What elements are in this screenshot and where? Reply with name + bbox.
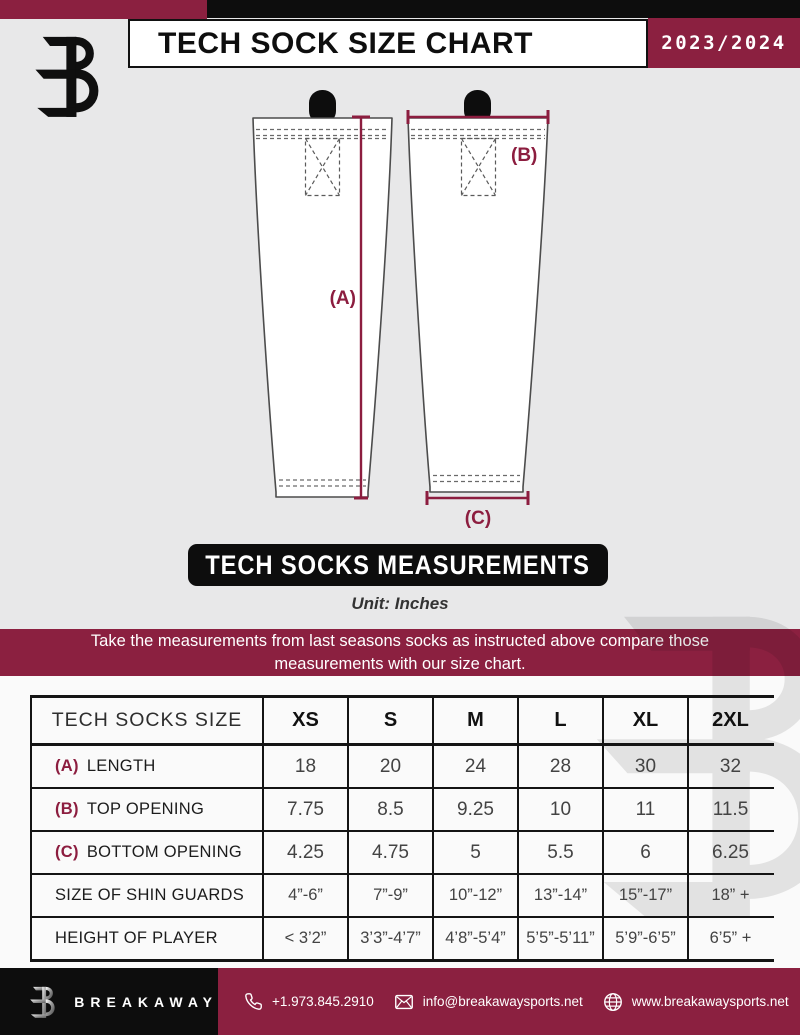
website-address: www.breakawaysports.net [631,994,789,1009]
cell: 4.75 [347,832,432,873]
cell: 15”-17” [602,875,687,916]
measurements-title: TECH SOCKS MEASUREMENTS [205,549,591,580]
envelope-icon [393,991,415,1013]
table-row [32,789,774,832]
row-label [32,875,262,916]
cell: 32 [687,746,772,787]
column-header: TECH SOCKS SIZE [51,709,243,731]
column-header: M [432,698,517,743]
cell: 24 [432,746,517,787]
cell: 5.5 [517,832,602,873]
phone-contact[interactable] [242,991,374,1013]
left-sock [253,90,392,497]
cell: < 3’2” [262,918,347,959]
row-letter: (C) [55,843,79,861]
column-header: XL [602,698,687,743]
column-header: S [347,698,432,743]
cell: 3’3”-4’7” [347,918,432,959]
email-address: info@breakawaysports.net [422,994,583,1009]
cell: 11.5 [687,789,772,830]
cell: 4”-6” [262,875,347,916]
measurements-title-banner [188,544,608,586]
footer-contacts [218,968,800,1035]
email-contact[interactable] [393,991,583,1013]
cell: 5’5”-5’11” [517,918,602,959]
table-row [32,746,774,789]
row-label-text: LENGTH [86,757,156,775]
instruction-text: Take the measurements from last seasons socks as instructed above compare those measurements with our size chart. [90,631,710,673]
page-title: TECH SOCK SIZE CHART [158,26,534,60]
cell: 4’8”-5’4” [432,918,517,959]
cell: 10 [517,789,602,830]
cell: 11 [602,789,687,830]
label-a: (A) [329,288,356,309]
cell: 10”-12” [432,875,517,916]
table-row [32,875,774,918]
cell: 4.25 [262,832,347,873]
globe-icon [602,991,624,1013]
cell: 20 [347,746,432,787]
cell: 18 [262,746,347,787]
table-header-row [32,698,774,746]
cell: 13”-14” [517,875,602,916]
footer-brand [0,968,218,1035]
cell: 18” + [687,875,772,916]
cell: 7”-9” [347,875,432,916]
column-header: L [517,698,602,743]
breakaway-b-logo-footer [26,981,61,1023]
measurement-c-annotation [427,491,528,529]
column-header: 2XL [687,698,772,743]
unit-note: Unit: Inches [351,594,449,613]
row-label-text: BOTTOM OPENING [86,843,242,861]
cell: 9.25 [432,789,517,830]
cell: 30 [602,746,687,787]
row-label [32,789,262,830]
cell: 8.5 [347,789,432,830]
label-b: (B) [511,145,538,166]
row-letter: (B) [55,800,79,818]
cell: 28 [517,746,602,787]
row-label [32,832,262,873]
column-header: XS [262,698,347,743]
row-label-text: TOP OPENING [86,800,205,818]
size-table [30,695,774,962]
table-row [32,832,774,875]
phone-icon [242,991,264,1013]
cell: 7.75 [262,789,347,830]
season-label: 2023/2024 [661,32,787,54]
cell: 5’9”-6’5” [602,918,687,959]
table-row [32,918,774,962]
cell: 6.25 [687,832,772,873]
row-label-text: HEIGHT OF PLAYER [55,929,218,947]
cell: 5 [432,832,517,873]
label-c: (C) [464,508,492,529]
website-contact[interactable] [602,991,789,1013]
cell: 6’5” + [687,918,772,959]
footer [0,968,800,1035]
row-label-text: SIZE OF SHIN GUARDS [55,886,245,904]
row-letter: (A) [55,757,79,775]
cell: 6 [602,832,687,873]
brand-name: BREAKAWAY [74,993,218,1010]
phone-number: +1.973.845.2910 [272,994,374,1009]
row-label [32,918,262,959]
row-label [32,746,262,787]
